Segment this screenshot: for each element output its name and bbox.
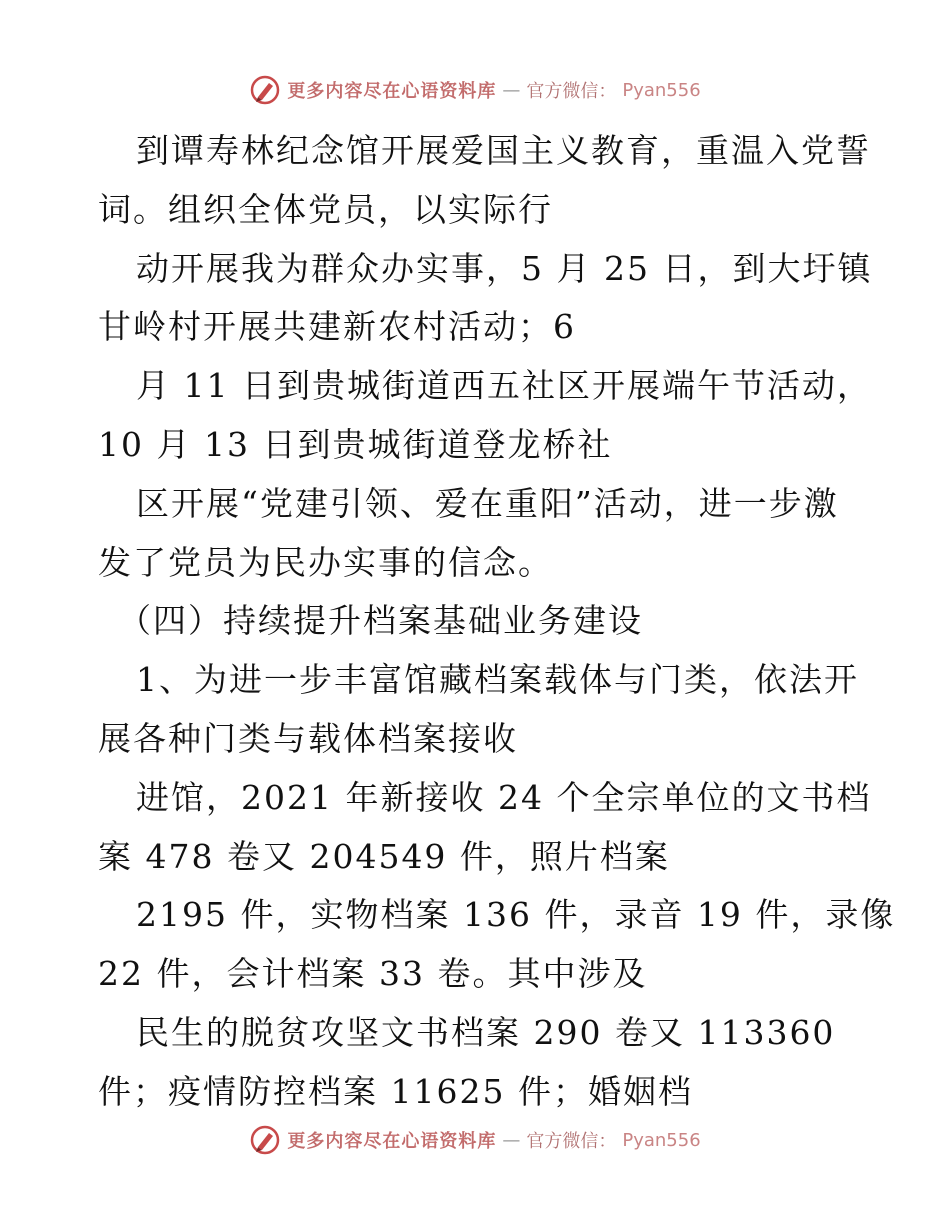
watermark-secondary-text: 官方微信： [526,1131,617,1152]
document-body [98,122,896,1122]
header-watermark [0,70,950,110]
watermark-group [249,74,700,106]
text-line: 10 月 13 日到贵城街道登龙桥社 [98,424,613,464]
watermark-separator: — [502,1129,521,1151]
text-line: 1、为进一步丰富馆藏档案载体与门类，依法开 [136,660,859,700]
text-line: 词。组织全体党员，以实际行 [98,189,553,229]
text-line: 到谭寿林纪念馆开展爱国主义教育，重温入党誓 [136,131,871,170]
watermark-account: Pyan556 [622,1129,701,1151]
text-line: 件；疫情防控档案 11625 件；婚姻档 [98,1071,693,1111]
text-line: 案 478 卷又 204549 件，照片档案 [98,836,670,876]
watermark-secondary-text: 官方微信： [526,81,617,102]
pen-logo-icon [249,74,281,106]
text-line: （四）持续提升档案基础业务建设 [118,601,643,641]
text-line: 发了党员为民办实事的信念。 [98,542,553,582]
text-line: 22 件，会计档案 33 卷。其中涉及 [98,954,648,994]
watermark-main-text: 更多内容尽在心语资料库 [287,81,497,102]
text-line: 区开展“党建引领、爱在重阳”活动，进一步激 [136,483,839,523]
watermark-separator: — [502,79,521,101]
text-line: 甘岭村开展共建新农村活动；6 [98,307,576,347]
text-line: 2195 件，实物档案 136 件，录音 19 件，录像 [136,895,896,935]
text-line: 民生的脱贫攻坚文书档案 290 卷又 113360 [136,1012,836,1052]
watermark-account: Pyan556 [622,79,701,101]
text-line: 月 11 日到贵城街道西五社区开展端午节活动， [136,366,872,406]
text-line: 进馆，2021 年新接收 24 个全宗单位的文书档 [136,777,872,817]
footer-watermark [0,1120,950,1160]
text-line: 动开展我为群众办实事，5 月 25 日，到大圩镇 [136,248,873,288]
watermark-main-text: 更多内容尽在心语资料库 [287,1131,497,1152]
text-line: 展各种门类与载体档案接收 [98,718,518,758]
watermark-group [249,1124,700,1156]
pen-logo-icon [249,1124,281,1156]
